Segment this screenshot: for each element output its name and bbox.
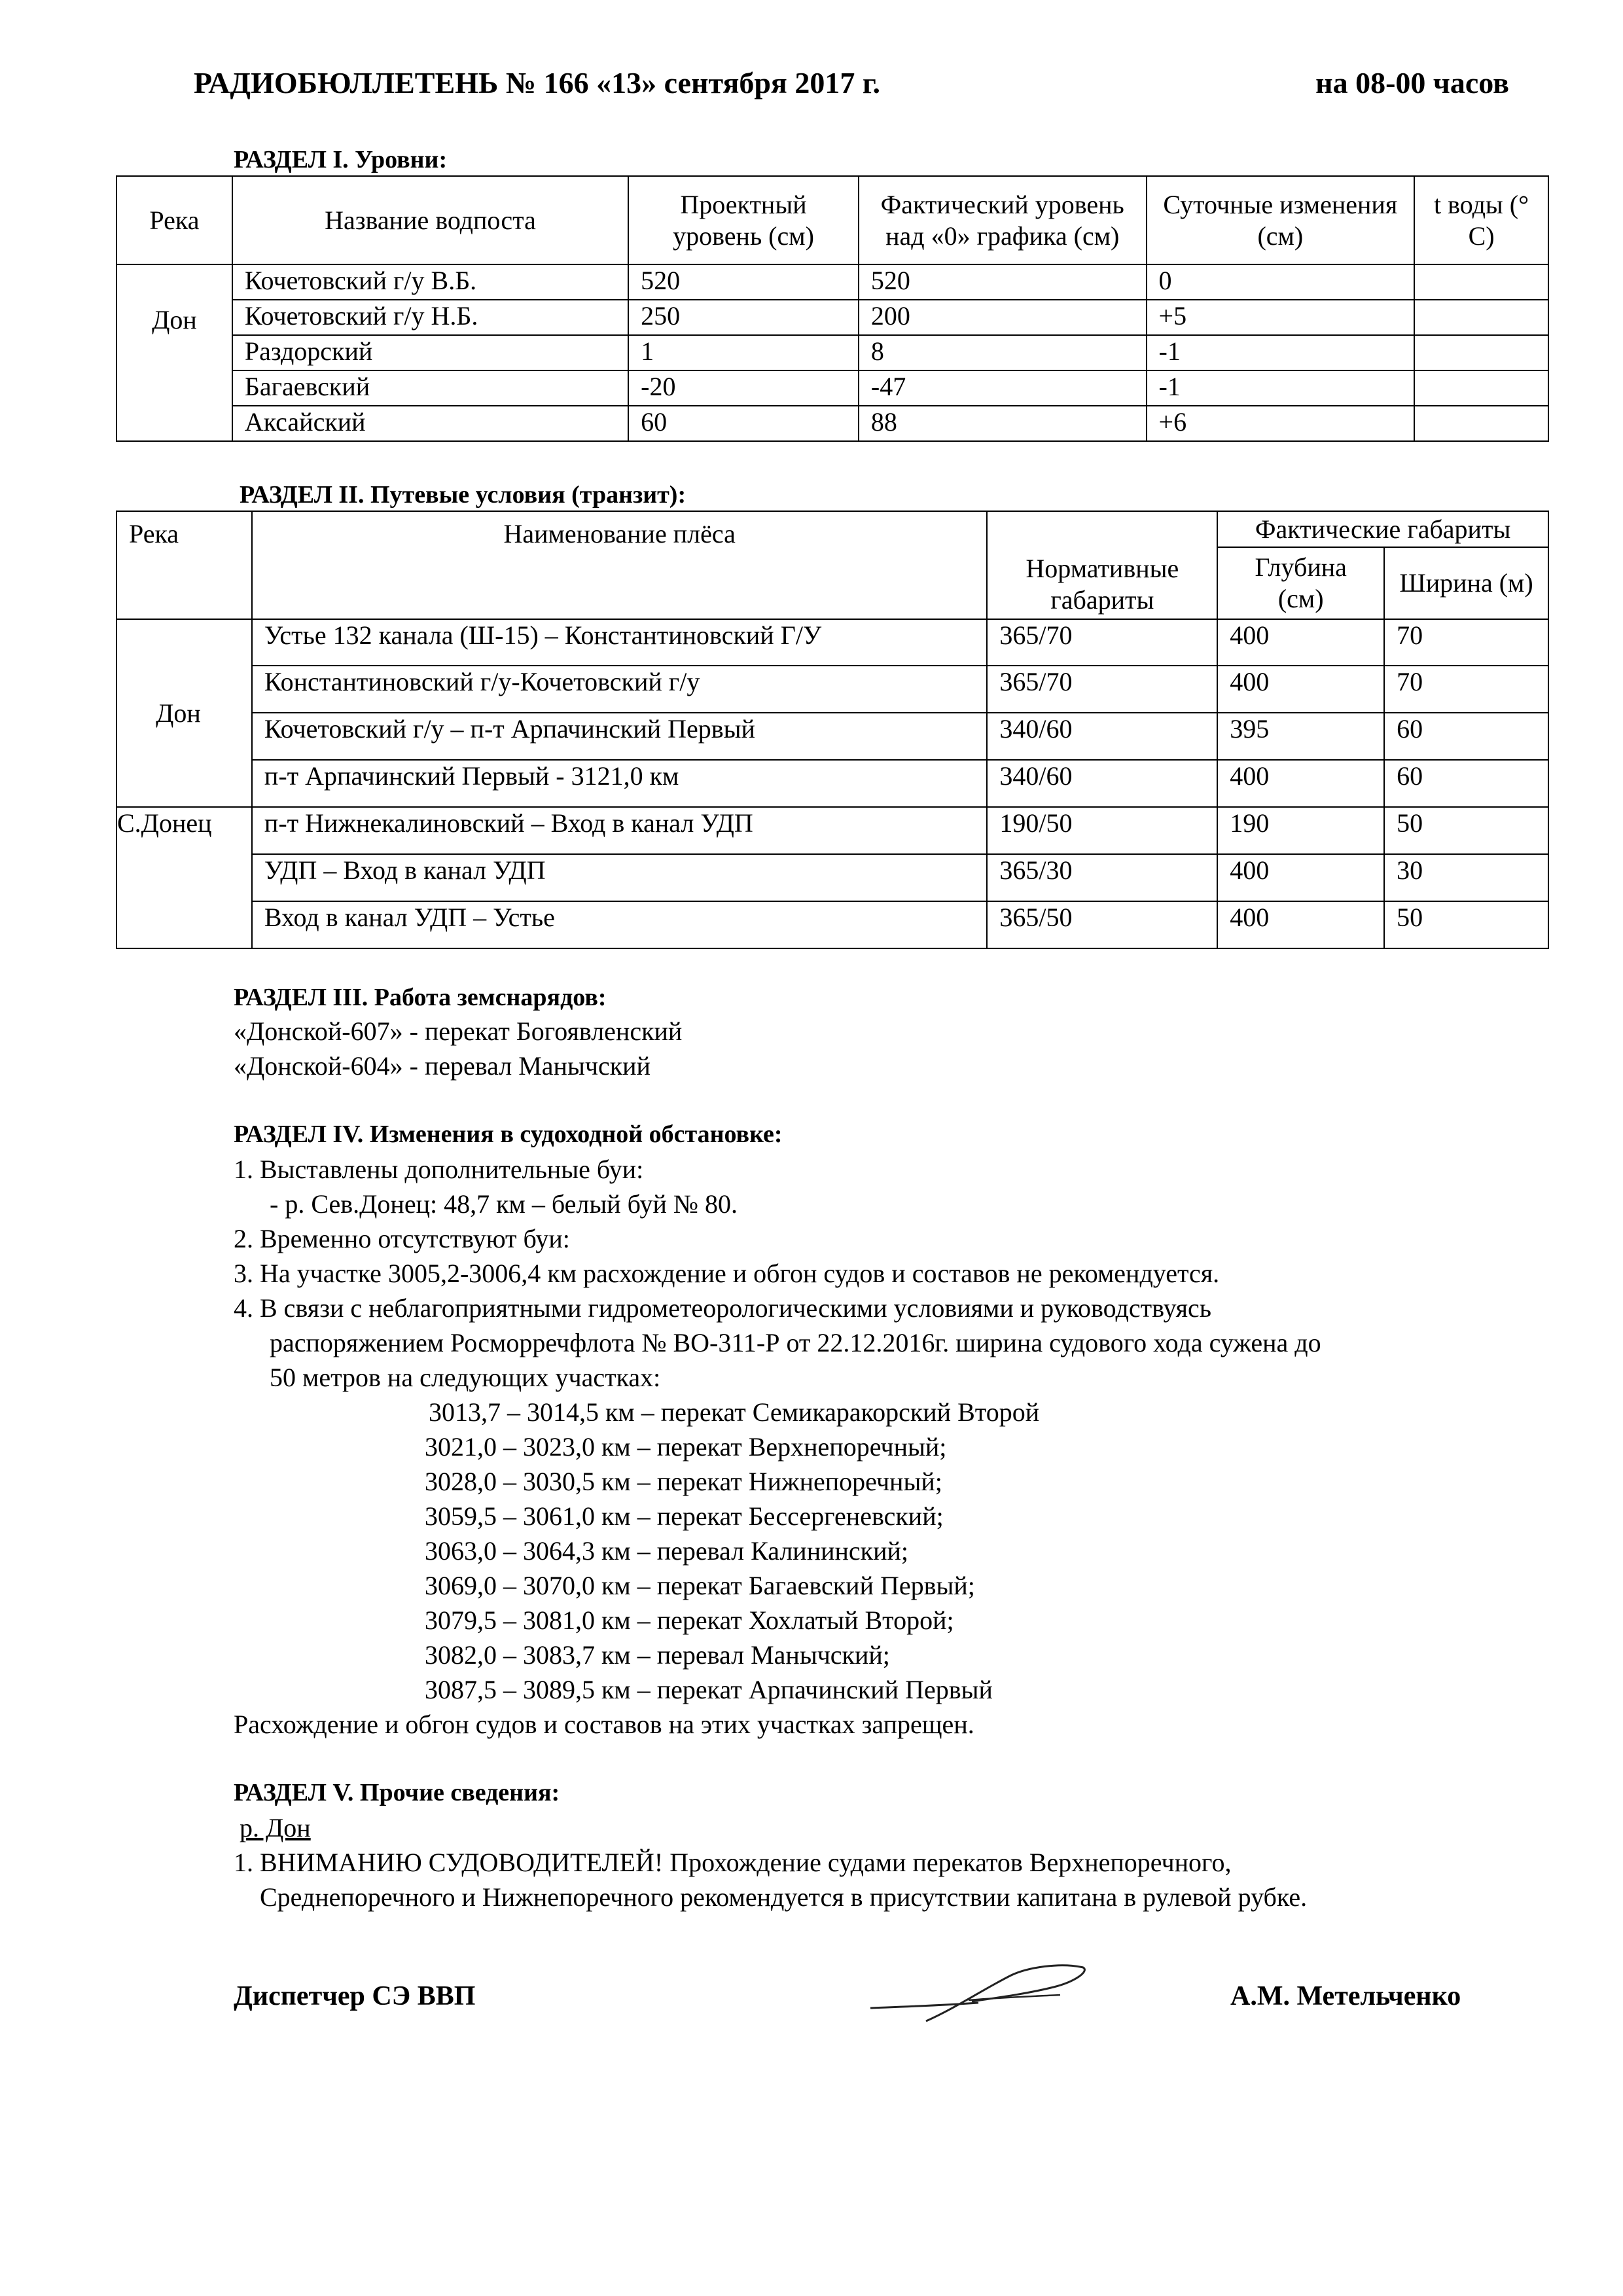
width-cell: 50	[1384, 807, 1548, 854]
segment-item: 3021,0 – 3023,0 км – перекат Верхнепоречный;	[425, 1432, 947, 1462]
depth-cell: 190	[1217, 807, 1384, 854]
narrowed-segments	[425, 1395, 1040, 1707]
temp-cell	[1414, 264, 1548, 300]
section5-river: р. Дон	[240, 1813, 311, 1842]
temp-cell	[1414, 335, 1548, 370]
table-row	[116, 760, 1548, 807]
header-river: Река	[116, 511, 252, 619]
section4-item4-line3: 50 метров на следующих участках:	[270, 1363, 661, 1392]
width-cell: 70	[1384, 619, 1548, 666]
header-norm: Нормативные габариты	[987, 511, 1217, 619]
section4-item1: 1. Выставлены дополнительные буи:	[234, 1155, 644, 1184]
table-row	[116, 854, 1548, 901]
levels-table	[116, 175, 1549, 442]
title-left: РАДИОБЮЛЛЕТЕНЬ № 166 «13» сентября 2017 г.	[194, 66, 881, 99]
depth-cell: 395	[1217, 713, 1384, 760]
table-row	[116, 901, 1548, 948]
design-cell: 1	[628, 335, 859, 370]
reach-cell: Константиновский г/у-Кочетовский г/у	[252, 666, 988, 713]
norm-cell: 365/50	[987, 901, 1217, 948]
depth-cell: 400	[1217, 666, 1384, 713]
transit-header-row	[116, 511, 1548, 547]
actual-cell: 88	[859, 406, 1147, 441]
post-cell: Аксайский	[232, 406, 628, 441]
norm-cell: 340/60	[987, 713, 1217, 760]
segment-item: 3069,0 – 3070,0 км – перекат Багаевский Первый;	[425, 1571, 975, 1600]
segment-item: 3087,5 – 3089,5 км – перекат Арпачинский Первый	[425, 1675, 993, 1704]
daily-cell: -1	[1147, 335, 1415, 370]
design-cell: 60	[628, 406, 859, 441]
depth-cell: 400	[1217, 760, 1384, 807]
table-row	[116, 619, 1548, 666]
actual-cell: 200	[859, 300, 1147, 335]
segment-item: 3063,0 – 3064,3 км – перевал Калининский;	[425, 1536, 909, 1566]
section3-heading: РАЗДЕЛ III. Работа земснарядов:	[234, 984, 607, 1011]
width-cell: 60	[1384, 760, 1548, 807]
depth-cell: 400	[1217, 901, 1384, 948]
segment-item: 3079,5 – 3081,0 км – перекат Хохлатый Второй;	[425, 1605, 954, 1635]
table-row	[116, 300, 1548, 335]
table-row	[116, 666, 1548, 713]
segment-item: 3013,7 – 3014,5 км – перекат Семикаракорский Второй	[429, 1397, 1040, 1427]
depth-cell: 400	[1217, 854, 1384, 901]
post-cell: Кочетовский г/у Н.Б.	[232, 300, 628, 335]
section4-item1-sub: - р. Сев.Донец: 48,7 км – белый буй № 80.	[270, 1189, 738, 1219]
section4-item4-line2: распоряжением Росморречфлота № ВО-311-Р от 22.12.2016г. ширина судового хода сужена до	[270, 1328, 1321, 1357]
design-cell: -20	[628, 370, 859, 406]
header-post: Название водпоста	[232, 176, 628, 264]
section4-item2: 2. Временно отсутствуют буи:	[234, 1224, 570, 1253]
signatory-name: А.М. Метельченко	[1230, 1981, 1461, 2011]
actual-cell: -47	[859, 370, 1147, 406]
table-row	[116, 406, 1548, 441]
section2-heading: РАЗДЕЛ II. Путевые условия (транзит):	[240, 481, 687, 509]
reach-cell: Устье 132 канала (Ш-15) – Константиновский Г/У	[252, 619, 988, 666]
section4-item3: 3. На участке 3005,2-3006,4 км расхождение и обгон судов и составов не рекомендуется.	[234, 1259, 1220, 1288]
header-actual: Фактический уровень над «0» графика (см)	[859, 176, 1147, 264]
depth-cell: 400	[1217, 619, 1384, 666]
width-cell: 60	[1384, 713, 1548, 760]
section4-closing: Расхождение и обгон судов и составов на этих участках запрещен.	[234, 1710, 974, 1739]
reach-cell: Кочетовский г/у – п-т Арпачинский Первый	[252, 713, 988, 760]
header-daily: Суточные изменения (см)	[1147, 176, 1415, 264]
temp-cell	[1414, 370, 1548, 406]
header-design: Проектный уровень (см)	[628, 176, 859, 264]
daily-cell: +5	[1147, 300, 1415, 335]
river-cell: С.Донец	[116, 807, 252, 948]
norm-cell: 190/50	[987, 807, 1217, 854]
segment-item: 3082,0 – 3083,7 км – перевал Манычский;	[425, 1640, 890, 1670]
section5-line2: Среднепоречного и Нижнепоречного рекомендуется в присутствии капитана в рулевой рубке.	[260, 1882, 1308, 1912]
handwritten-signature	[864, 1957, 1099, 2029]
reach-cell: Вход в канал УДП – Устье	[252, 901, 988, 948]
daily-cell: 0	[1147, 264, 1415, 300]
reach-cell: п-т Арпачинский Первый - 3121,0 км	[252, 760, 988, 807]
river-cell: Дон	[116, 619, 252, 807]
norm-cell: 340/60	[987, 760, 1217, 807]
temp-cell	[1414, 406, 1548, 441]
header-depth: Глубина (см)	[1217, 547, 1384, 619]
table-row	[116, 264, 1548, 300]
table-row	[116, 335, 1548, 370]
actual-cell: 8	[859, 335, 1147, 370]
section4-item4-line1: 4. В связи с неблагоприятными гидрометеорологическими условиями и руководствуясь	[234, 1293, 1211, 1323]
header-width: Ширина (м)	[1384, 547, 1548, 619]
header-actual: Фактические габариты	[1217, 511, 1548, 547]
daily-cell: +6	[1147, 406, 1415, 441]
table-row	[116, 713, 1548, 760]
post-cell: Раздорский	[232, 335, 628, 370]
design-cell: 520	[628, 264, 859, 300]
signatory-position: Диспетчер СЭ ВВП	[234, 1981, 476, 2011]
dredger-line: «Донской-607» - перекат Богоявленский	[234, 1016, 683, 1046]
transit-table	[116, 511, 1549, 949]
post-cell: Багаевский	[232, 370, 628, 406]
dredger-line: «Донской-604» - перевал Манычский	[234, 1051, 651, 1081]
post-cell: Кочетовский г/у В.Б.	[232, 264, 628, 300]
section5-heading: РАЗДЕЛ V. Прочие сведения:	[234, 1779, 560, 1806]
reach-cell: УДП – Вход в канал УДП	[252, 854, 988, 901]
temp-cell	[1414, 300, 1548, 335]
river-cell: Дон	[116, 264, 232, 441]
norm-cell: 365/70	[987, 666, 1217, 713]
norm-cell: 365/70	[987, 619, 1217, 666]
segment-item: 3028,0 – 3030,5 км – перекат Нижнепоречный;	[425, 1467, 942, 1496]
levels-header-row	[116, 176, 1548, 264]
table-row	[116, 807, 1548, 854]
width-cell: 70	[1384, 666, 1548, 713]
section5-line1: 1. ВНИМАНИЮ СУДОВОДИТЕЛЕЙ! Прохождение судами перекатов Верхнепоречного,	[234, 1848, 1232, 1877]
reach-cell: п-т Нижнекалиновский – Вход в канал УДП	[252, 807, 988, 854]
daily-cell: -1	[1147, 370, 1415, 406]
segment-item: 3059,5 – 3061,0 км – перекат Бессергеневский;	[425, 1501, 944, 1531]
header-reach: Наименование плёса	[252, 511, 988, 619]
actual-cell: 520	[859, 264, 1147, 300]
table-row	[116, 370, 1548, 406]
bulletin-title	[194, 65, 1509, 100]
section4-heading: РАЗДЕЛ IV. Изменения в судоходной обстановке:	[234, 1121, 783, 1148]
width-cell: 30	[1384, 854, 1548, 901]
section1-heading: РАЗДЕЛ I. Уровни:	[234, 146, 448, 173]
norm-cell: 365/30	[987, 854, 1217, 901]
width-cell: 50	[1384, 901, 1548, 948]
design-cell: 250	[628, 300, 859, 335]
title-right: на 08-00 часов	[1315, 66, 1509, 99]
header-temp: t воды (° С)	[1414, 176, 1548, 264]
header-river: Река	[116, 176, 232, 264]
